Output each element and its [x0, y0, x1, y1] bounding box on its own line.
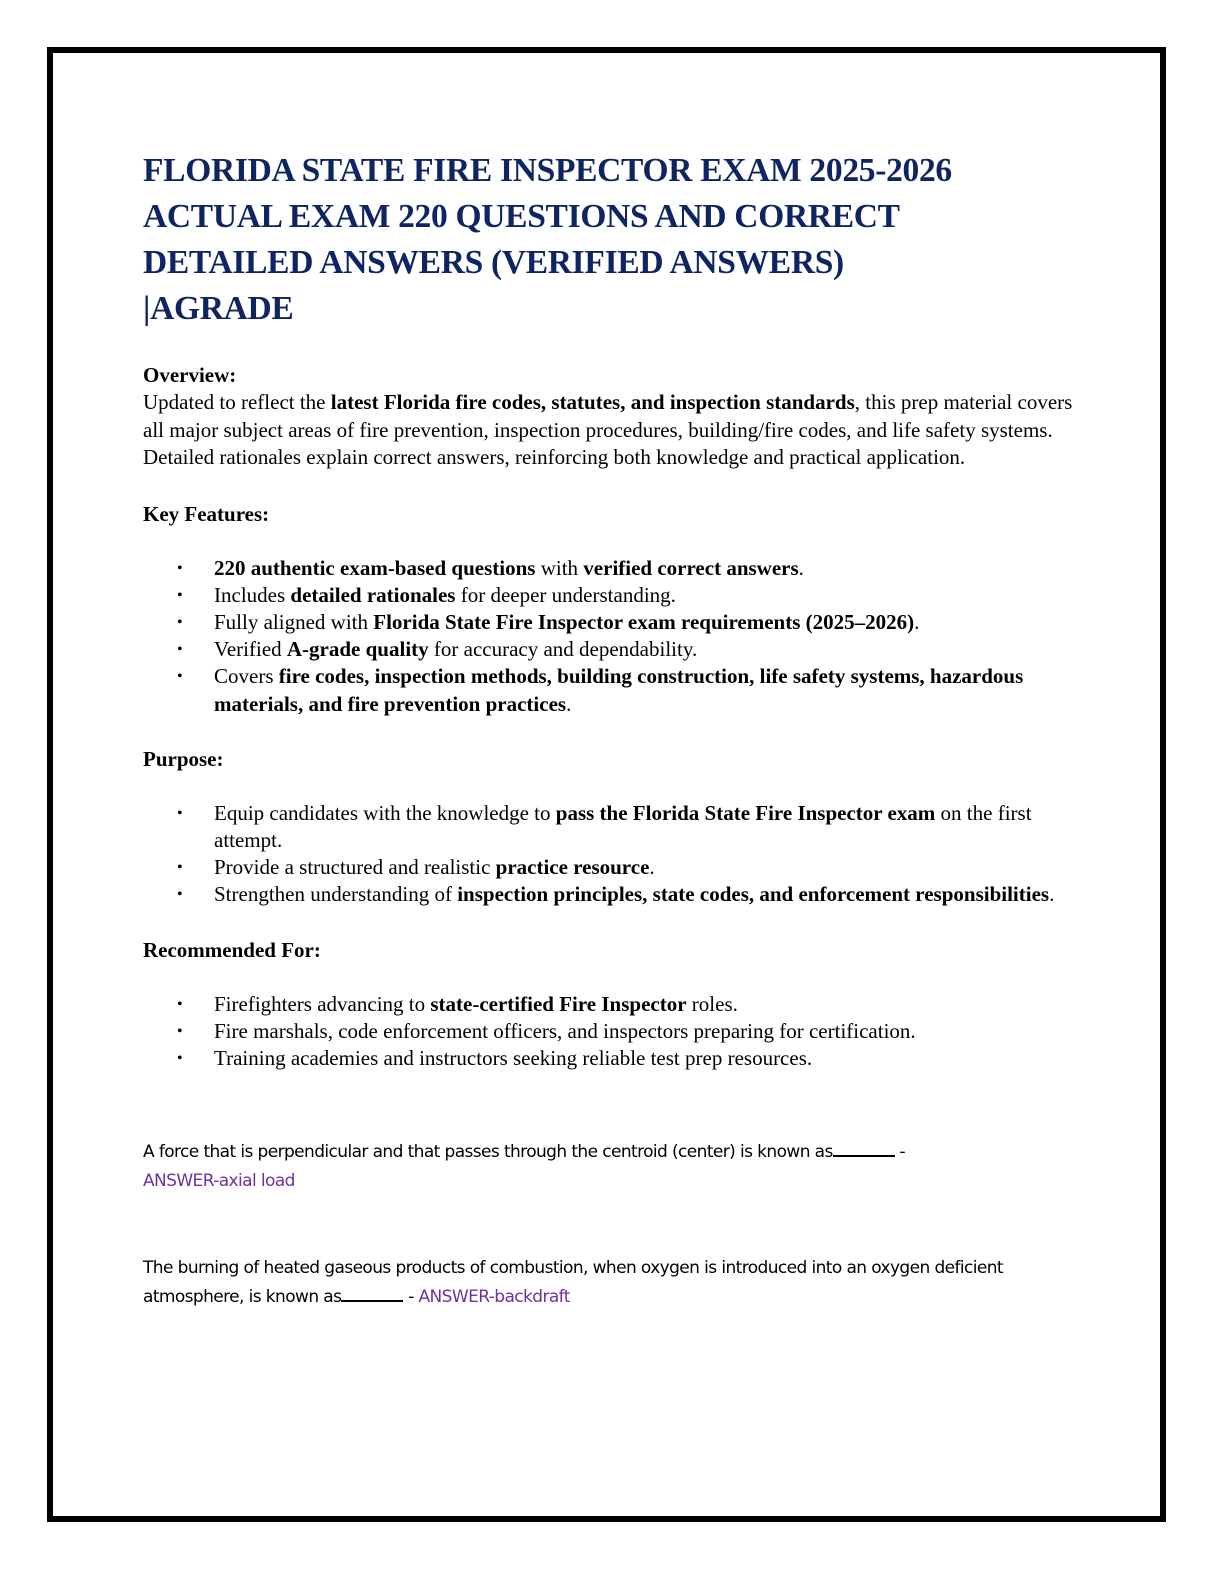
list-item	[143, 609, 1073, 636]
bold-text: Florida State Fire Inspector exam requirements (2025–2026)	[373, 609, 915, 634]
bullet-icon: •	[177, 613, 183, 631]
text-run: Updated to reflect the	[143, 390, 331, 414]
text-run: Strengthen understanding of	[214, 882, 458, 907]
list-item	[143, 881, 1073, 908]
list-item	[143, 854, 1073, 881]
bullet-icon: •	[177, 995, 183, 1013]
text-run: roles.	[686, 991, 738, 1016]
bold-text: pass the Florida State Fire Inspector exam	[555, 800, 936, 825]
list-item	[143, 636, 1073, 663]
text-run: , this prep material covers all major subject areas of fire prevention, inspection procedures, building/fire codes, and life safety systems. Detailed rationales explain correct answers, reinforcing both knowledge and practical application.	[143, 390, 1073, 469]
bullet-icon: •	[177, 559, 183, 577]
question-item	[143, 1254, 1073, 1312]
bold-text: latest Florida fire codes, statutes, and inspection standards	[330, 390, 855, 414]
list-item	[143, 1018, 1073, 1045]
answer-text: ANSWER-backdraft	[418, 1287, 570, 1308]
purpose-list	[143, 800, 1073, 909]
overview-paragraph	[143, 389, 1073, 472]
answer-text: ANSWER-axial load	[143, 1171, 295, 1192]
list-item	[143, 991, 1073, 1018]
list-item	[143, 663, 1073, 717]
list-item	[143, 800, 1073, 854]
bold-text: inspection principles, state codes, and enforcement responsibilities	[457, 882, 1050, 907]
title-line: ACTUAL EXAM 220 QUESTIONS AND CORRECT	[143, 198, 900, 235]
text-run: .	[566, 691, 572, 716]
text-run: Includes	[214, 582, 291, 607]
text-run: for accuracy and dependability.	[428, 637, 698, 662]
bullet-icon: •	[177, 1049, 183, 1067]
bold-text: practice resource	[495, 855, 650, 880]
list-item	[143, 1045, 1073, 1072]
text-run: Covers	[214, 664, 279, 689]
title-line: DETAILED ANSWERS (VERIFIED ANSWERS)	[143, 244, 844, 281]
key-features-heading: Key Features:	[143, 501, 270, 526]
bullet-icon: •	[177, 886, 183, 904]
list-item	[143, 582, 1073, 609]
text-run: Training academies and instructors seeking reliable test prep resources.	[214, 1045, 813, 1070]
bold-text: A-grade quality	[286, 637, 429, 662]
bullet-icon: •	[177, 1022, 183, 1040]
overview-heading: Overview:	[143, 363, 237, 387]
bold-text: detailed rationales	[290, 582, 456, 607]
text-run: .	[1049, 882, 1055, 907]
bold-text: 220 authentic exam-based questions	[214, 555, 536, 580]
title-line: |AGRADE	[143, 290, 294, 327]
bullet-icon: •	[177, 668, 183, 686]
recommended-heading: Recommended For:	[143, 937, 321, 962]
text-run: .	[798, 555, 804, 580]
text-run: Verified	[214, 637, 287, 662]
text-run: Equip candidates with the knowledge to	[214, 800, 556, 825]
bullet-icon: •	[177, 641, 183, 659]
recommended-list	[143, 991, 1073, 1073]
question-text: The burning of heated gaseous products of combustion, when oxygen is introduced into an oxygen deficient atmosphere, is known as	[143, 1258, 1003, 1308]
text-run: .	[649, 855, 655, 880]
document-content	[143, 140, 1073, 1312]
bold-text: fire codes, inspection methods, building construction, life safety systems, hazardous materials, and fire prevention practices	[214, 664, 1024, 716]
separator: -	[403, 1287, 419, 1308]
text-run: Provide a structured and realistic	[214, 855, 496, 880]
bullet-icon: •	[177, 586, 183, 604]
question-text: A force that is perpendicular and that passes through the centroid (center) is known as	[143, 1142, 833, 1163]
list-item	[143, 555, 1073, 582]
text-run: with	[535, 555, 584, 580]
key-features-list	[143, 555, 1073, 718]
bullet-icon: •	[177, 804, 183, 822]
answer-blank	[833, 1139, 895, 1157]
question-item	[143, 1138, 1073, 1196]
text-run: Fully aligned with	[214, 609, 374, 634]
document-title	[143, 148, 1073, 332]
text-run: .	[914, 609, 920, 634]
separator: -	[894, 1142, 906, 1163]
text-run: Firefighters advancing to	[214, 991, 431, 1016]
bold-text: verified correct answers	[583, 555, 799, 580]
text-run: on the first attempt.	[214, 800, 1032, 852]
answer-blank	[341, 1284, 403, 1302]
title-line: FLORIDA STATE FIRE INSPECTOR EXAM 2025-2026	[143, 152, 952, 189]
text-run: Fire marshals, code enforcement officers, and inspectors preparing for certification.	[214, 1018, 916, 1043]
purpose-heading: Purpose:	[143, 746, 224, 771]
bold-text: state-certified Fire Inspector	[430, 991, 687, 1016]
text-run: for deeper understanding.	[455, 582, 676, 607]
bullet-icon: •	[177, 859, 183, 877]
